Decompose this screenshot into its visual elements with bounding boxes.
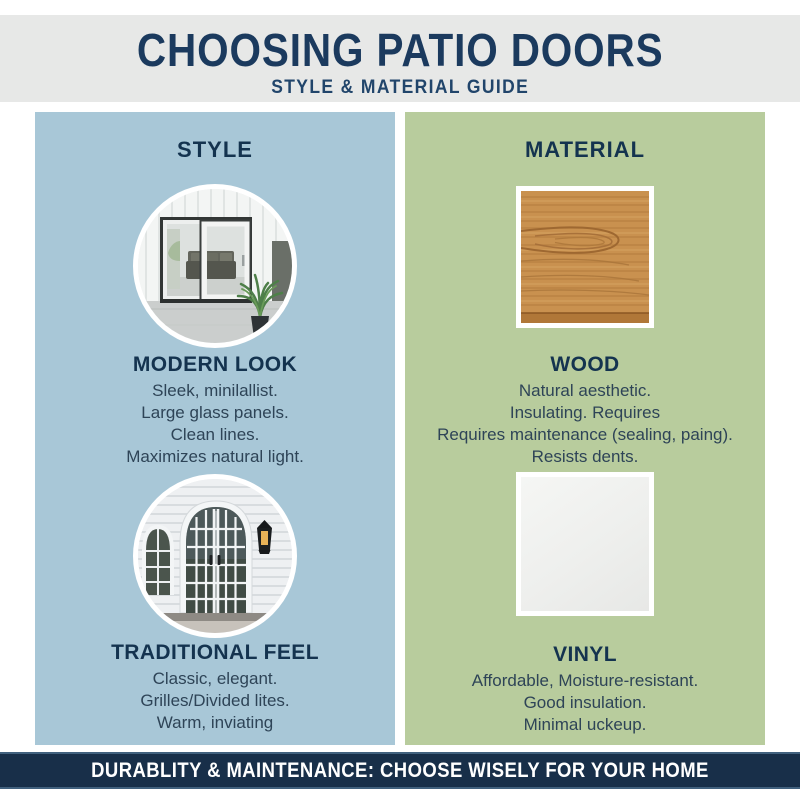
material-column-title: MATERIAL (524, 137, 646, 162)
text-line: Classic, elegant. (152, 669, 278, 688)
footer-text-inner: DURABLITY & MAINTENANCE: CHOOSE WISELY FOR YOUR HOME (91, 758, 709, 782)
wood-description (437, 380, 733, 468)
vinyl-heading: VINYL (553, 643, 617, 666)
text-line: Maximizes natural light. (126, 447, 304, 466)
wood-grain-illustration (521, 191, 649, 323)
text-line: Requires maintenance (sealing, paing). (437, 425, 733, 444)
header (0, 15, 800, 102)
text-line: Resists dents. (531, 447, 639, 466)
page-subtitle (0, 78, 800, 98)
text-line: Clean lines. (170, 425, 260, 444)
text-line: Affordable, Moisture-resistant. (471, 671, 699, 690)
modern-door-illustration (138, 189, 292, 343)
text-line: Minimal uckeup. (523, 715, 647, 734)
traditional-feel-description (140, 668, 289, 734)
style-column (35, 112, 395, 745)
material-column (405, 112, 765, 745)
page-subtitle-text: STYLE & MATERIAL GUIDE (271, 77, 529, 98)
text-line: Warm, inviating (156, 713, 274, 732)
page-title-text: CHOOSING PATIO DOORS (136, 24, 664, 76)
vinyl-surface (521, 477, 649, 611)
footer-text (49, 759, 751, 783)
text-line: Sleek, minilallist. (152, 381, 278, 400)
traditional-door-illustration (138, 479, 292, 633)
text-line: Large glass panels. (141, 403, 289, 422)
modern-look-description (126, 380, 304, 468)
text-line: Good insulation. (523, 693, 647, 712)
text-line: Grilles/Divided lites. (140, 691, 290, 710)
style-column-title: STYLE (177, 137, 253, 162)
traditional-feel-heading: TRADITIONAL FEEL (111, 641, 319, 664)
page-title (0, 26, 800, 74)
text-line: Insulating. Requires (509, 403, 661, 422)
white-vinyl-swatch (516, 472, 654, 616)
text-line: Natural aesthetic. (518, 381, 652, 400)
traditional-arched-french-doors-photo (133, 474, 297, 638)
vinyl-description (472, 670, 698, 736)
wood-heading: WOOD (550, 353, 620, 376)
wood-grain-swatch (516, 186, 654, 328)
modern-sliding-patio-door-photo (133, 184, 297, 348)
footer-banner (0, 752, 800, 789)
modern-look-heading: MODERN LOOK (132, 353, 298, 376)
